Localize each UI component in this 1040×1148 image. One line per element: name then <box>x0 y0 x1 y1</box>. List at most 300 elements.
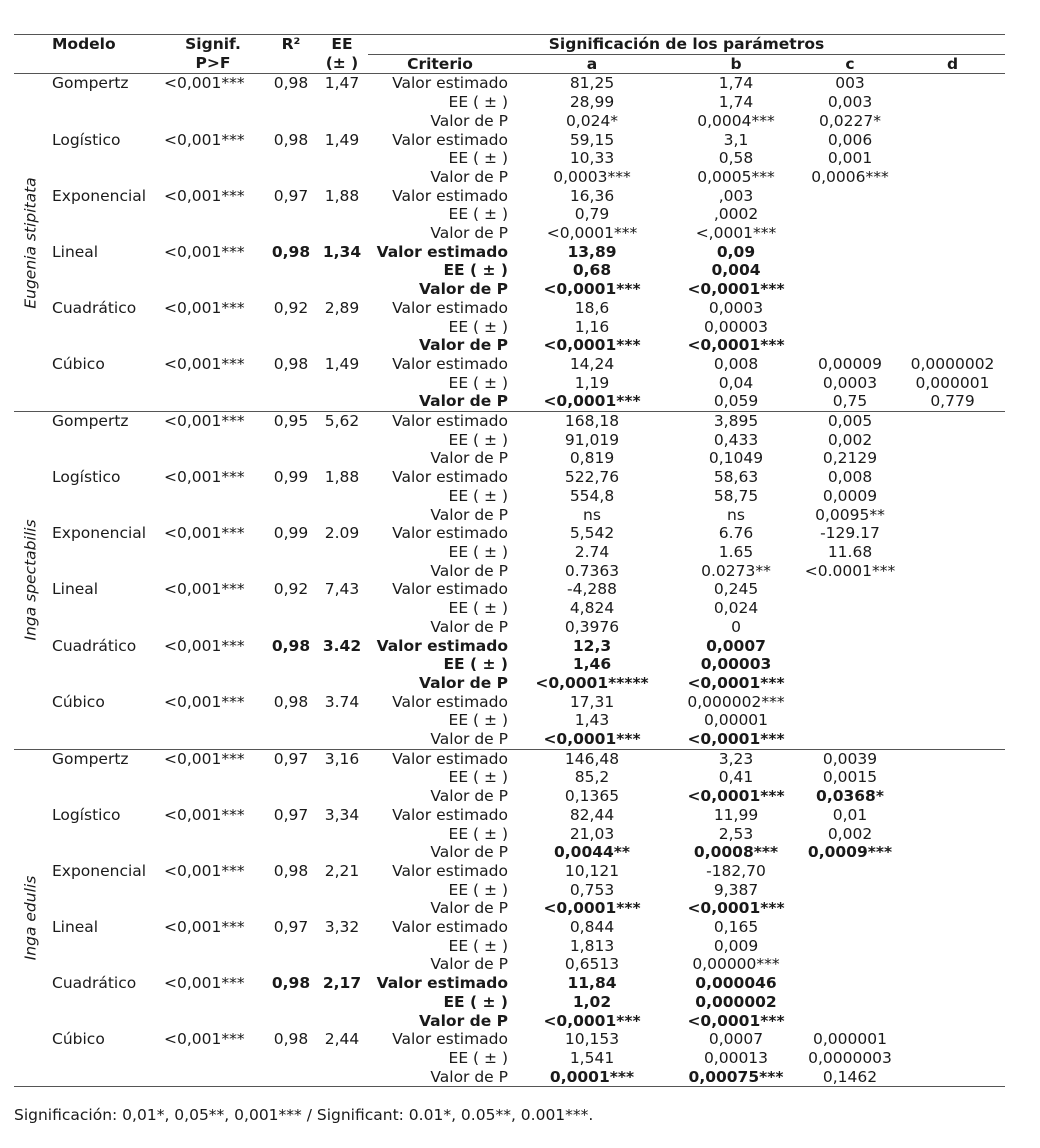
param-d-value <box>900 637 1005 656</box>
signif-value: <0,001*** <box>164 298 245 317</box>
empty-cell <box>266 937 316 956</box>
param-a-value: 10,121 <box>564 861 620 880</box>
empty-cell <box>160 674 266 693</box>
param-a-value: 13,89 <box>567 242 617 261</box>
param-a-value: 11,84 <box>567 974 617 993</box>
empty-cell <box>316 93 368 112</box>
param-b-value: 0,0008*** <box>693 843 779 862</box>
param-d-value <box>900 1068 1005 1087</box>
empty-cell <box>266 487 316 506</box>
empty-cell <box>160 431 266 450</box>
criterio-label: EE ( ± ) <box>448 486 508 505</box>
param-c-value: 0,002 <box>827 430 873 449</box>
param-a-value: 554,8 <box>569 486 615 505</box>
criterio-label: Valor de P <box>430 843 508 862</box>
param-d-value <box>900 825 1005 844</box>
empty-cell <box>316 149 368 168</box>
empty-cell <box>160 768 266 787</box>
criterio-label: Valor estimado <box>392 805 508 824</box>
empty-cell <box>266 168 316 187</box>
ee-value: 1,47 <box>324 74 360 93</box>
signif-value: <0,001*** <box>164 242 245 261</box>
criterio-label: Valor estimado <box>392 186 508 205</box>
param-d-value <box>900 318 1005 337</box>
table-row <box>14 487 1005 506</box>
param-d-value <box>900 131 1005 150</box>
param-d-value: 0,000001 <box>915 373 990 392</box>
table-header <box>14 35 1005 74</box>
signif-value: <0,001*** <box>164 468 245 487</box>
empty-cell <box>266 562 316 581</box>
param-b-value: 0,008 <box>713 354 759 373</box>
param-c-value <box>800 205 900 224</box>
empty-cell <box>316 1068 368 1087</box>
param-b-value: <0,0001*** <box>687 336 785 355</box>
empty-cell <box>266 431 316 450</box>
empty-cell <box>48 392 160 411</box>
criterio-label: Valor de P <box>419 673 508 692</box>
table-row <box>14 93 1005 112</box>
param-a-value: -4,288 <box>567 580 617 599</box>
empty-cell <box>48 655 160 674</box>
model-name: Cuadrático <box>52 636 137 655</box>
param-a-value: 0,79 <box>574 205 610 224</box>
empty-cell <box>160 543 266 562</box>
model-name: Cúbico <box>52 354 105 373</box>
param-a-value: <0,0001*** <box>543 280 641 299</box>
param-a-value: 16,36 <box>569 186 615 205</box>
r2-value: 0,97 <box>273 918 309 937</box>
table-row <box>14 618 1005 637</box>
empty-cell <box>48 955 160 974</box>
param-b-value: 6.76 <box>718 524 754 543</box>
param-d-value <box>900 655 1005 674</box>
empty-cell <box>48 336 160 355</box>
criterio-label: Valor estimado <box>376 242 508 261</box>
table-row <box>14 74 1005 93</box>
empty-cell <box>48 618 160 637</box>
param-a-value: <0,0001*** <box>543 1011 641 1030</box>
param-d-value <box>900 431 1005 450</box>
model-name: Gompertz <box>52 74 129 93</box>
empty-cell <box>48 1049 160 1068</box>
model-name: Gompertz <box>48 412 160 431</box>
empty-cell <box>160 899 266 918</box>
empty-cell <box>48 843 160 862</box>
param-d-value <box>900 674 1005 693</box>
criterio-label: EE ( ± ) <box>448 1048 508 1067</box>
empty-cell <box>48 487 160 506</box>
param-d-value <box>900 618 1005 637</box>
signif-value: <0,001*** <box>164 1030 245 1049</box>
table-row <box>14 806 1005 825</box>
param-a-value: 0,68 <box>572 261 612 280</box>
ee-value: 3.74 <box>324 692 360 711</box>
param-b-value: 0,00000*** <box>692 955 780 974</box>
param-a-value: 2.74 <box>574 542 610 561</box>
r2-value: 0,92 <box>273 298 309 317</box>
param-b-value: 0,00013 <box>703 1048 769 1067</box>
param-b-value: <0,0001*** <box>687 787 785 806</box>
param-d-value <box>900 955 1005 974</box>
criterio-label: Valor estimado <box>392 1030 508 1049</box>
table-row <box>14 131 1005 150</box>
param-a-value: 0,0044** <box>553 843 631 862</box>
criterio-label: EE ( ± ) <box>443 992 508 1011</box>
signif-value: <0,001*** <box>160 749 266 768</box>
param-c-value: 0,75 <box>832 392 868 411</box>
param-b-value: 0,433 <box>713 430 759 449</box>
criterio-label: EE ( ± ) <box>448 824 508 843</box>
criterio-label: Valor de P <box>419 392 508 411</box>
param-d-value <box>900 74 1005 93</box>
param-d-value <box>900 112 1005 131</box>
empty-cell <box>48 899 160 918</box>
model-name: Cuadrático <box>52 298 137 317</box>
param-d-value <box>900 881 1005 900</box>
table-row <box>14 787 1005 806</box>
param-d-value <box>900 580 1005 599</box>
param-a-value: <0,0001*** <box>543 392 641 411</box>
model-name: Logístico <box>52 468 121 487</box>
empty-cell <box>266 205 316 224</box>
signif-value: <0,001*** <box>164 524 245 543</box>
criterio-label: Valor de P <box>419 1011 508 1030</box>
param-b-value: 0,004 <box>711 261 761 280</box>
param-b-value: ,003 <box>718 186 754 205</box>
ee-value: 1,49 <box>324 354 360 373</box>
param-c-value: 003 <box>835 74 865 93</box>
param-c-value <box>800 187 900 206</box>
empty-cell <box>160 280 266 299</box>
empty-cell <box>160 318 266 337</box>
table-row <box>14 392 1005 411</box>
table-row <box>14 205 1005 224</box>
empty-cell <box>316 449 368 468</box>
table-row <box>14 261 1005 280</box>
empty-cell <box>160 993 266 1012</box>
ee-value: 7,43 <box>324 580 360 599</box>
param-d-value <box>900 336 1005 355</box>
ee-value: 2,89 <box>324 298 360 317</box>
empty-cell <box>160 149 266 168</box>
species-label <box>14 74 48 412</box>
signif-value: <0,001*** <box>164 805 245 824</box>
param-c-value <box>800 1012 900 1031</box>
footnote: Significación: 0,01*, 0,05**, 0,001*** / Significant: 0.01*, 0.05**, 0.001***. <box>14 1106 594 1124</box>
empty-cell <box>48 149 160 168</box>
param-c-value: 11.68 <box>827 542 873 561</box>
ee-value: 3,34 <box>324 805 360 824</box>
signif-value: <0,001*** <box>164 186 245 205</box>
criterio-label: Valor de P <box>430 955 508 974</box>
param-c-value: 0,0009*** <box>807 843 893 862</box>
table-row <box>14 318 1005 337</box>
ee-value: 3.42 <box>322 636 362 655</box>
param-d-value <box>900 487 1005 506</box>
ee-value: 2.09 <box>324 524 360 543</box>
param-d-value <box>900 468 1005 487</box>
empty-cell <box>266 112 316 131</box>
empty-cell <box>48 937 160 956</box>
header-ee: EE <box>316 35 368 55</box>
signif-value: <0,001*** <box>164 354 245 373</box>
table-row <box>14 412 1005 431</box>
table-row <box>14 693 1005 712</box>
param-b-value: 58,63 <box>713 468 759 487</box>
param-b-value: 2,53 <box>718 824 754 843</box>
criterio-label: Valor de P <box>419 336 508 355</box>
header-parameter-significance: Significación de los parámetros <box>368 35 1005 55</box>
param-d-value <box>900 711 1005 730</box>
param-b-value: -182,70 <box>706 861 766 880</box>
param-c-value <box>800 637 900 656</box>
empty-cell <box>316 205 368 224</box>
header-b: b <box>672 54 800 74</box>
criterio-label: Valor de P <box>430 111 508 130</box>
param-b-value: 1,74 <box>718 74 754 93</box>
param-d-value <box>900 599 1005 618</box>
param-c-value: 0,00009 <box>817 354 883 373</box>
param-a-value: 21,03 <box>569 824 615 843</box>
param-b-value: <0,0001*** <box>687 1011 785 1030</box>
empty-cell <box>266 674 316 693</box>
param-d-value <box>900 299 1005 318</box>
header-a: a <box>512 54 672 74</box>
empty-cell <box>266 374 316 393</box>
param-d-value: 0,779 <box>930 392 975 411</box>
empty-cell <box>160 168 266 187</box>
table-row <box>14 674 1005 693</box>
empty-cell <box>266 1049 316 1068</box>
empty-cell <box>316 280 368 299</box>
table-row <box>14 711 1005 730</box>
empty-cell <box>160 1049 266 1068</box>
ee-value: 1,49 <box>324 130 360 149</box>
param-b-value: 0,0007 <box>706 636 766 655</box>
empty-cell <box>48 431 160 450</box>
param-c-value: 0,0000003 <box>808 1048 892 1067</box>
param-c-value: 0,0227* <box>819 111 881 130</box>
header-d: d <box>900 54 1005 74</box>
empty-cell <box>316 768 368 787</box>
table-row <box>14 637 1005 656</box>
param-b-value: 0,0004*** <box>697 111 775 130</box>
param-a-value: 1,16 <box>574 317 610 336</box>
param-d-value <box>900 449 1005 468</box>
empty-cell <box>266 843 316 862</box>
ee-value: 1,34 <box>322 242 362 261</box>
empty-cell <box>48 730 160 749</box>
param-a-value: 10,33 <box>569 149 615 168</box>
table-row <box>14 843 1005 862</box>
empty-cell <box>316 674 368 693</box>
param-c-value <box>800 711 900 730</box>
param-a-value: 1,19 <box>574 373 610 392</box>
criterio-label: Valor estimado <box>392 130 508 149</box>
param-c-value <box>800 862 900 881</box>
empty-cell <box>266 280 316 299</box>
param-b-value: 11,99 <box>713 805 759 824</box>
param-c-value <box>800 881 900 900</box>
empty-cell <box>48 261 160 280</box>
criterio-label: Valor de P <box>430 899 508 918</box>
table-row <box>14 1068 1005 1087</box>
species-name: Inga edulis <box>21 875 40 961</box>
table-row <box>14 168 1005 187</box>
param-d-value <box>900 730 1005 749</box>
param-c-value: -129.17 <box>820 524 880 543</box>
param-c-value: 0,0368* <box>816 787 884 806</box>
model-name: Lineal <box>52 918 99 937</box>
empty-cell <box>48 711 160 730</box>
table-row <box>14 149 1005 168</box>
param-c-value <box>800 224 900 243</box>
empty-cell <box>160 1012 266 1031</box>
param-c-value <box>800 974 900 993</box>
table-row <box>14 524 1005 543</box>
criterio-label: Valor estimado <box>392 74 508 93</box>
table-row <box>14 768 1005 787</box>
param-d-value <box>900 1049 1005 1068</box>
param-a-value: 82,44 <box>569 805 615 824</box>
table-row <box>14 1012 1005 1031</box>
param-c-value: 0,0095** <box>815 505 885 524</box>
criterio-label: Valor de P <box>430 787 508 806</box>
ee-value: 2,21 <box>324 861 360 880</box>
empty-cell <box>160 487 266 506</box>
param-b-value: 0,09 <box>716 242 756 261</box>
param-c-value: 0,003 <box>827 93 873 112</box>
empty-cell <box>160 599 266 618</box>
empty-cell <box>266 825 316 844</box>
param-a-value: 14,24 <box>569 354 615 373</box>
signif-value: <0,001*** <box>164 130 245 149</box>
empty-cell <box>160 787 266 806</box>
empty-cell <box>160 711 266 730</box>
r2-value: 0,98 <box>273 74 309 93</box>
param-b-value: 0,165 <box>713 918 759 937</box>
param-d-value <box>900 149 1005 168</box>
param-d-value <box>900 899 1005 918</box>
param-a-value: <0,0001*** <box>543 899 641 918</box>
param-c-value <box>800 899 900 918</box>
table-row <box>14 1049 1005 1068</box>
table-row <box>14 862 1005 881</box>
table-bottom-rule <box>14 1086 1005 1087</box>
model-name: Gompertz <box>48 749 160 768</box>
empty-cell <box>160 1068 266 1087</box>
param-d-value <box>900 787 1005 806</box>
empty-cell <box>316 993 368 1012</box>
param-b-value: 0,0007 <box>708 1030 764 1049</box>
param-b-value: 0,0005*** <box>697 167 775 186</box>
empty-cell <box>316 655 368 674</box>
r2-value: 0,98 <box>273 1030 309 1049</box>
criterio-label: EE ( ± ) <box>448 93 508 112</box>
criterio-label: EE ( ± ) <box>443 261 508 280</box>
param-a-value: ns <box>583 505 601 524</box>
param-a-value: 1,02 <box>572 992 612 1011</box>
model-name: Cúbico <box>52 692 105 711</box>
empty-cell <box>316 730 368 749</box>
param-b-value: 3,895 <box>672 412 800 431</box>
param-d-value <box>900 205 1005 224</box>
param-b-value: 0,000002 <box>695 992 777 1011</box>
r2-value: 0,92 <box>273 580 309 599</box>
empty-cell <box>48 93 160 112</box>
param-b-value: 1.65 <box>718 542 754 561</box>
r2-value: 0,97 <box>273 186 309 205</box>
table-row <box>14 280 1005 299</box>
empty-cell <box>316 261 368 280</box>
param-c-value: 0,0009 <box>822 486 878 505</box>
r2-value: 0,99 <box>273 524 309 543</box>
criterio-label: Valor estimado <box>376 636 508 655</box>
empty-cell <box>316 1012 368 1031</box>
r2-value: 0,95 <box>266 412 316 431</box>
criterio-label: Valor estimado <box>376 974 508 993</box>
param-a-value: 12,3 <box>572 636 612 655</box>
empty-cell <box>316 787 368 806</box>
param-b-value: 0,00003 <box>700 655 772 674</box>
param-d-value <box>900 93 1005 112</box>
table-row <box>14 374 1005 393</box>
empty-cell <box>48 825 160 844</box>
criterio-label: Valor estimado <box>392 918 508 937</box>
param-b-value: 0,009 <box>713 936 759 955</box>
table-body <box>14 74 1005 1086</box>
param-a-value: 4,824 <box>569 599 615 618</box>
table-row <box>14 918 1005 937</box>
criterio-label: EE ( ± ) <box>448 768 508 787</box>
empty-cell <box>48 374 160 393</box>
param-c-value: 0,008 <box>827 468 873 487</box>
param-d-value <box>900 974 1005 993</box>
results-table <box>14 34 1005 1086</box>
table-row <box>14 112 1005 131</box>
table-row <box>14 243 1005 262</box>
empty-cell <box>48 224 160 243</box>
criterio-label: EE ( ± ) <box>448 542 508 561</box>
empty-cell <box>266 881 316 900</box>
empty-cell <box>316 899 368 918</box>
criterio-label: Valor estimado <box>392 580 508 599</box>
param-b-value: 3,1 <box>723 130 749 149</box>
empty-cell <box>48 1068 160 1087</box>
param-c-value: 0,0006*** <box>811 167 889 186</box>
param-a-value: 1,43 <box>574 711 610 730</box>
r2-value: 0,98 <box>271 242 311 261</box>
empty-cell <box>48 506 160 525</box>
param-b-value: 0,024 <box>713 599 759 618</box>
signif-value: <0,001*** <box>164 636 245 655</box>
empty-cell <box>266 336 316 355</box>
param-a-value: 81,25 <box>569 74 615 93</box>
param-d-value <box>900 506 1005 525</box>
r2-value: 0,97 <box>273 805 309 824</box>
table-row <box>14 299 1005 318</box>
param-b-value: 0,245 <box>713 580 759 599</box>
empty-cell <box>160 392 266 411</box>
empty-cell <box>160 655 266 674</box>
param-b-value: 0,000046 <box>695 974 777 993</box>
empty-cell <box>316 825 368 844</box>
empty-cell <box>266 392 316 411</box>
empty-cell <box>316 881 368 900</box>
empty-cell <box>316 1049 368 1068</box>
param-c-value: 0,000001 <box>813 1030 887 1049</box>
